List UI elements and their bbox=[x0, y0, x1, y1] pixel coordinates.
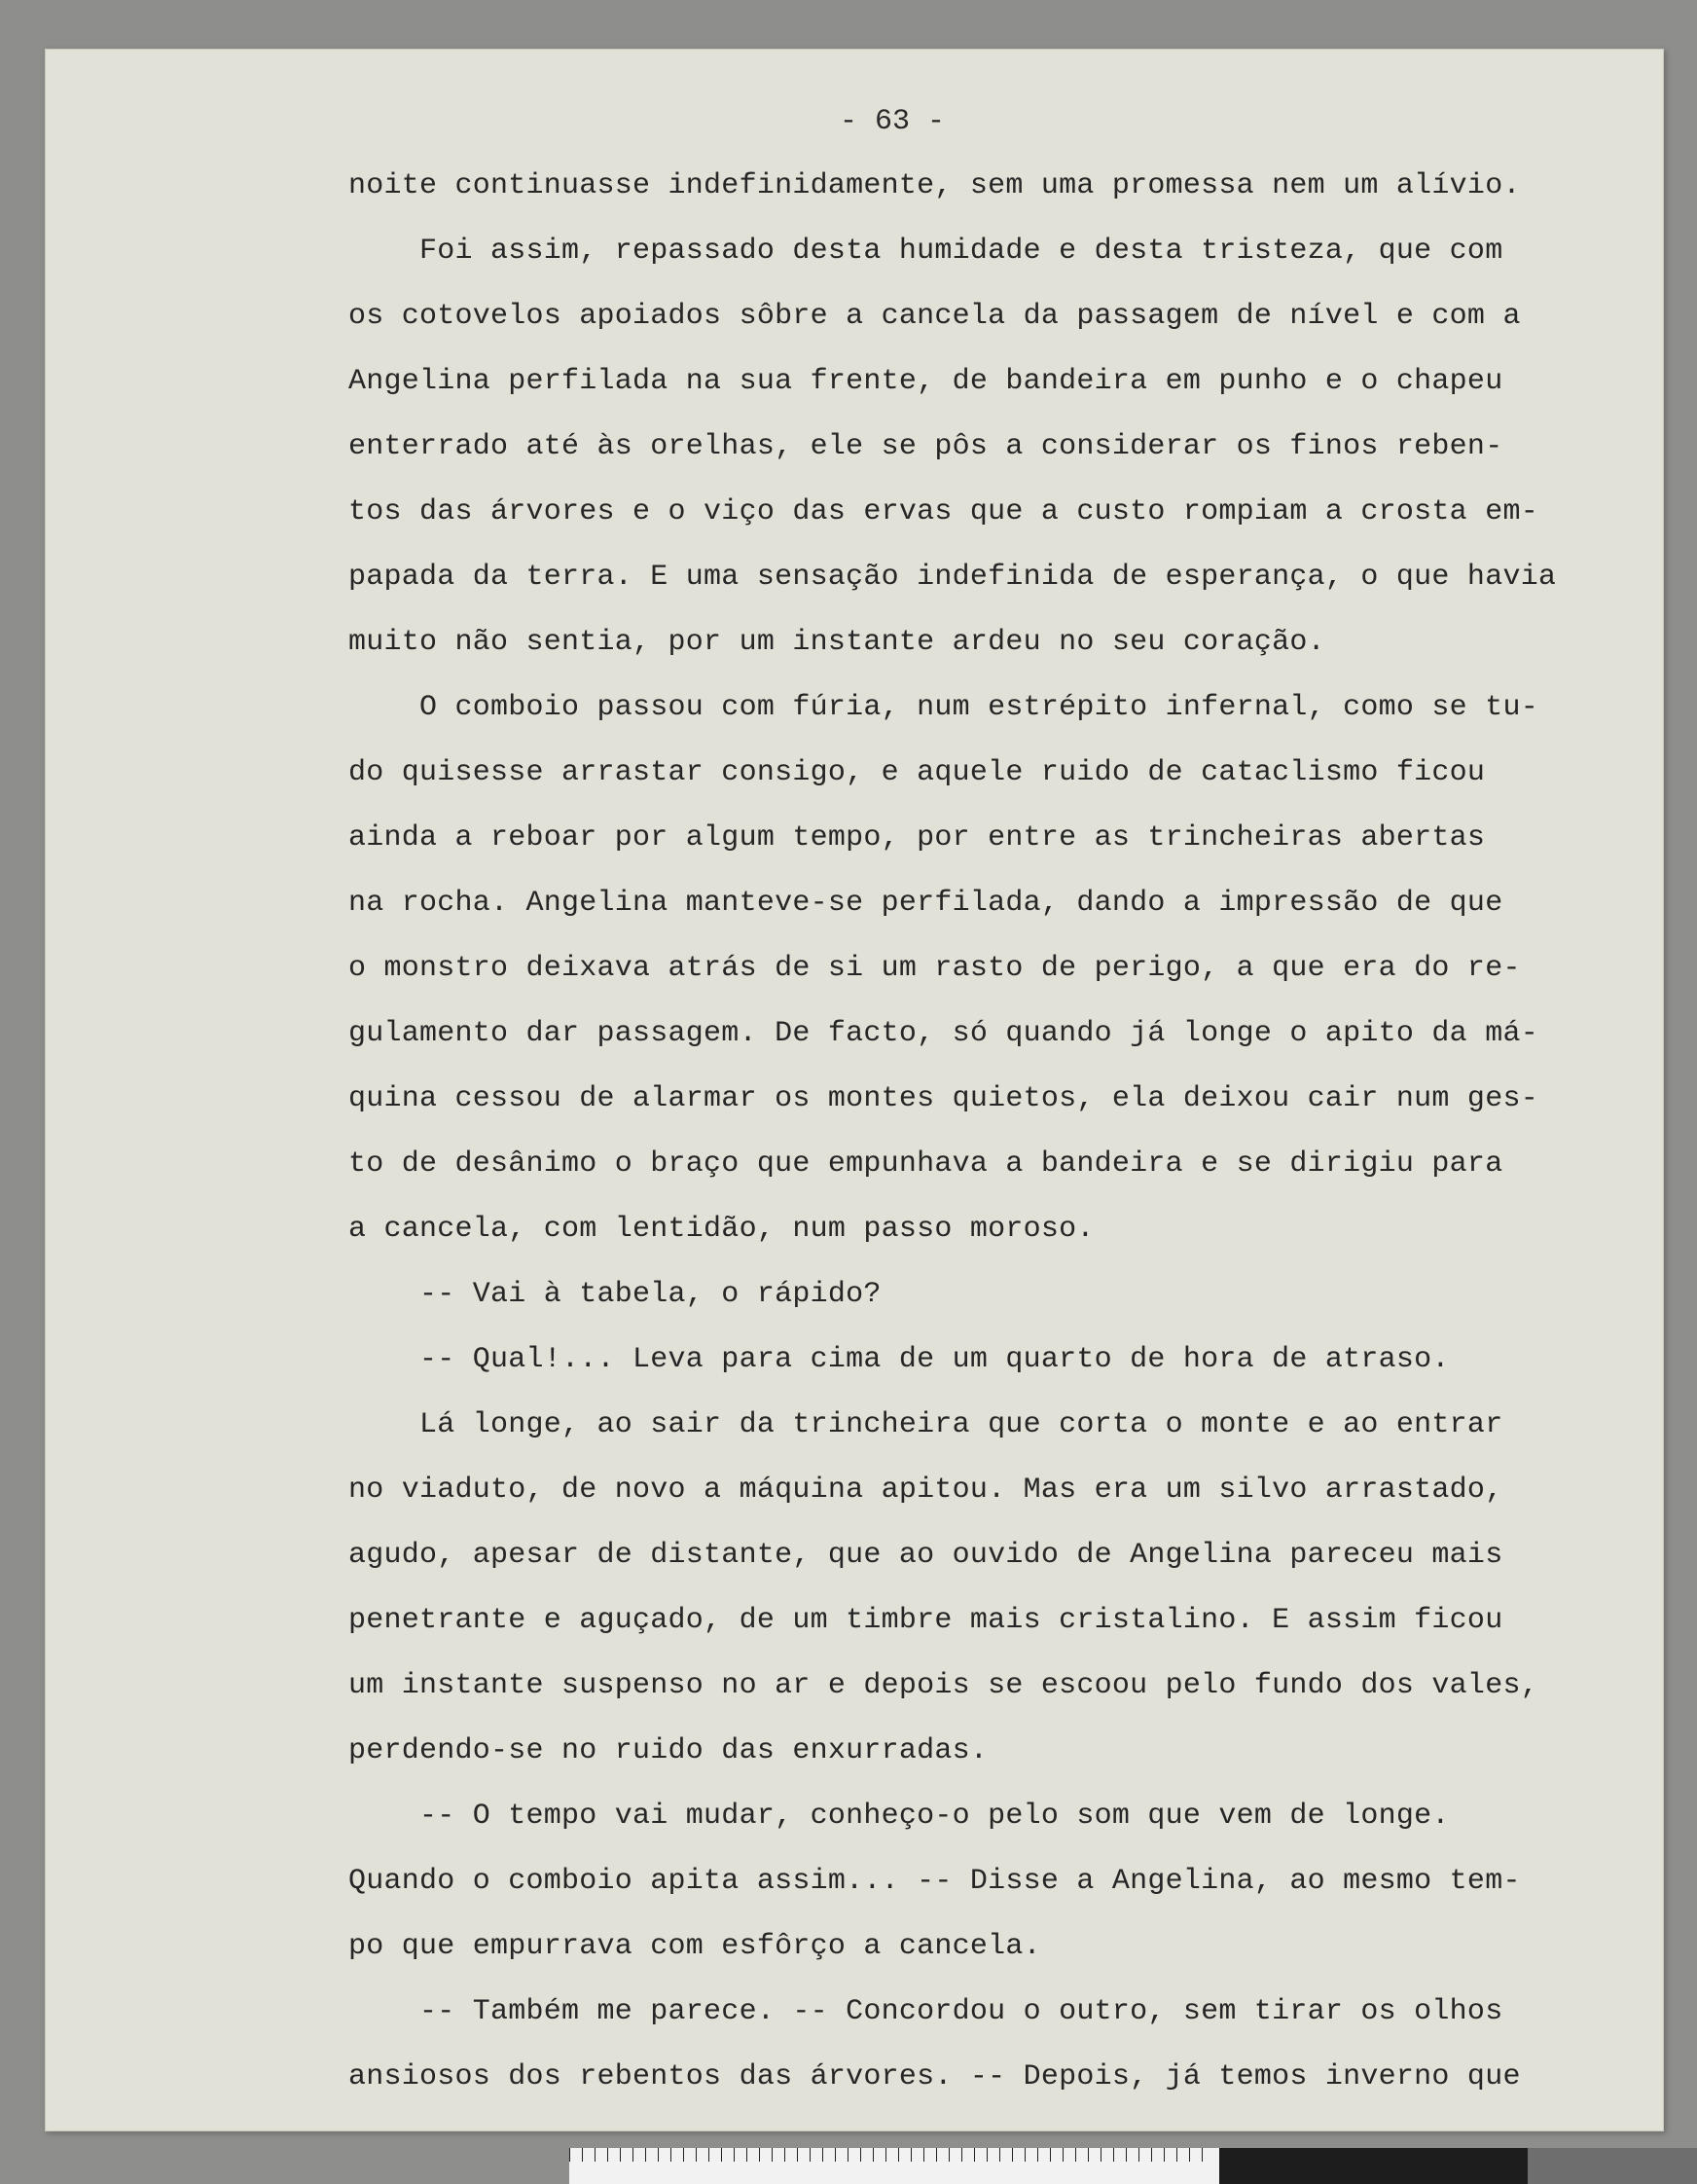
text-line: Foi assim, repassado desta humidade e desta tristeza, que com bbox=[348, 235, 1503, 268]
text-line: to de desânimo o braço que empunhava a bandeira e se dirigiu para bbox=[348, 1147, 1503, 1181]
text-line: do quisesse arrastar consigo, e aquele ruido de cataclismo ficou bbox=[348, 756, 1486, 789]
text-line: ansiosos dos rebentos das árvores. -- Depois, já temos inverno que bbox=[348, 2060, 1521, 2093]
text-line: Quando o comboio apita assim... -- Disse a Angelina, ao mesmo tem- bbox=[348, 1865, 1521, 1898]
ruler-ticks bbox=[569, 2148, 1211, 2162]
text-line: O comboio passou com fúria, num estrépito infernal, como se tu- bbox=[348, 691, 1538, 724]
text-line: papada da terra. E uma sensação indefinida de esperança, o que havia bbox=[348, 561, 1557, 594]
text-line: -- Também me parece. -- Concordou o outro, sem tirar os olhos bbox=[348, 1995, 1503, 2028]
text-line: penetrante e aguçado, de um timbre mais cristalino. E assim ficou bbox=[348, 1604, 1503, 1637]
text-line: -- Qual!... Leva para cima de um quarto de hora de atraso. bbox=[348, 1343, 1450, 1376]
text-line: enterrado até às orelhas, ele se pôs a considerar os finos reben- bbox=[348, 430, 1503, 463]
page-number: - 63 - bbox=[839, 105, 946, 138]
text-line: os cotovelos apoiados sôbre a cancela da passagem de nível e com a bbox=[348, 300, 1521, 333]
text-line: -- Vai à tabela, o rápido? bbox=[348, 1278, 882, 1311]
body-text bbox=[348, 154, 1697, 2110]
typescript-page bbox=[45, 49, 1664, 2131]
text-line: no viaduto, de novo a máquina apitou. Mas era um silvo arrastado, bbox=[348, 1474, 1503, 1507]
text-line: -- O tempo vai mudar, conheço-o pelo som que vem de longe. bbox=[348, 1800, 1450, 1833]
text-line: um instante suspenso no ar e depois se escoou pelo fundo dos vales, bbox=[348, 1669, 1538, 1702]
text-line: gulamento dar passagem. De facto, só quando já longe o apito da má- bbox=[348, 1017, 1538, 1050]
color-patch-black bbox=[1219, 2148, 1528, 2184]
text-line: muito não sentia, por um instante ardeu no seu coração. bbox=[348, 626, 1325, 659]
text-line: a cancela, com lentidão, num passo moroso. bbox=[348, 1213, 1095, 1246]
text-line: po que empurrava com esfôrço a cancela. bbox=[348, 1930, 1041, 1963]
text-line: tos das árvores e o viço das ervas que a custo rompiam a crosta em- bbox=[348, 495, 1538, 528]
text-line: quina cessou de alarmar os montes quietos, ela deixou cair num ges- bbox=[348, 1082, 1538, 1115]
scale-ruler bbox=[569, 2148, 1697, 2184]
text-line: noite continuasse indefinidamente, sem uma promessa nem um alívio. bbox=[348, 169, 1521, 202]
text-line: ainda a reboar por algum tempo, por entre as trincheiras abertas bbox=[348, 821, 1486, 855]
text-line: perdendo-se no ruido das enxurradas. bbox=[348, 1734, 989, 1767]
text-line: Lá longe, ao sair da trincheira que corta o monte e ao entrar bbox=[348, 1408, 1503, 1441]
text-line: agudo, apesar de distante, que ao ouvido de Angelina pareceu mais bbox=[348, 1539, 1503, 1572]
text-line: na rocha. Angelina manteve-se perfilada, dando a impressão de que bbox=[348, 887, 1503, 920]
text-line: o monstro deixava atrás de si um rasto de perigo, a que era do re- bbox=[348, 952, 1521, 985]
text-line: Angelina perfilada na sua frente, de bandeira em punho e o chapeu bbox=[348, 365, 1503, 398]
color-patch-gray bbox=[1528, 2148, 1697, 2184]
